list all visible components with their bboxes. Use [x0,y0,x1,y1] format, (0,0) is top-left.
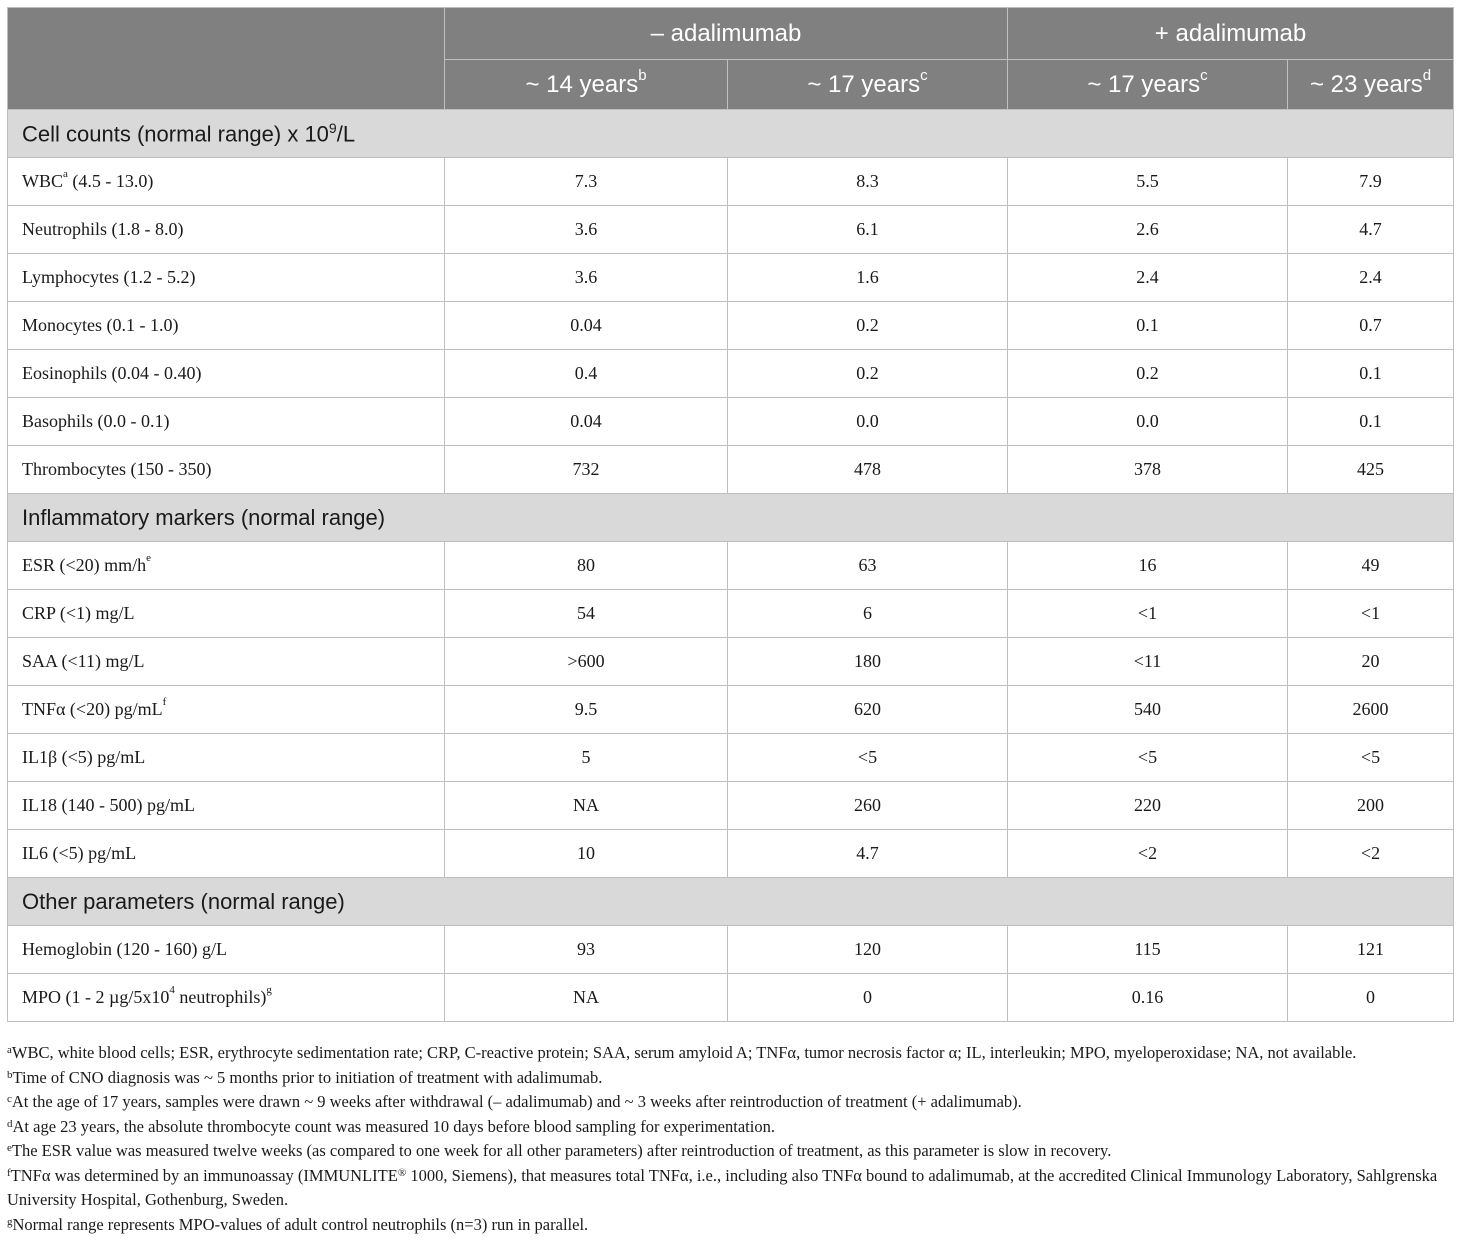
row-value: 16 [1008,542,1288,590]
row-value: 0 [728,974,1008,1022]
row-value: 220 [1008,782,1288,830]
row-value: 0.04 [445,302,728,350]
row-value: 9.5 [445,686,728,734]
row-value: 0.0 [728,398,1008,446]
footnotes [7,1041,1455,1237]
table-row [8,734,1454,782]
header-col-17y-minus: ~ 17 years$^c$ [728,60,1008,110]
row-value: 0.1 [1008,302,1288,350]
row-value: 120 [728,926,1008,974]
row-value: 0.1 [1288,398,1454,446]
row-value: <2 [1008,830,1288,878]
row-value: <1 [1008,590,1288,638]
row-value: 8.3 [728,158,1008,206]
row-value: 54 [445,590,728,638]
row-value: 4.7 [728,830,1008,878]
row-label: MPO (1 - 2 $\mu g/5x10^4$ neutrophils)$^g$ [8,974,445,1022]
row-label: CRP (<1) mg/L [8,590,445,638]
header-group-minus: – adalimumab [445,8,1008,60]
row-label: TNFα (<20) $pg/mL^f$ [8,686,445,734]
row-value: <1 [1288,590,1454,638]
table-row [8,974,1454,1022]
table-row [8,830,1454,878]
section-title: Inflammatory markers (normal range) [8,494,1454,542]
row-value: 80 [445,542,728,590]
row-value: 6 [728,590,1008,638]
row-value: <5 [728,734,1008,782]
row-value: 1.6 [728,254,1008,302]
row-label: Neutrophils (1.8 - 8.0) [8,206,445,254]
row-value: 200 [1288,782,1454,830]
table-wrapper [7,7,1453,1022]
section-other-parameters [8,878,1454,926]
row-label: Eosinophils (0.04 - 0.40) [8,350,445,398]
row-value: 6.1 [728,206,1008,254]
row-value: 620 [728,686,1008,734]
table-body [8,110,1454,1022]
section-cell-counts [8,110,1454,158]
row-value: NA [445,974,728,1022]
header-col-14y: ~ 14 years$^b$ [445,60,728,110]
row-value: 3.6 [445,254,728,302]
row-value: 10 [445,830,728,878]
row-value: 0.04 [445,398,728,446]
row-value: <5 [1288,734,1454,782]
row-value: 2.6 [1008,206,1288,254]
table-header [8,8,1454,110]
footnote: $^a$WBC, white blood cells; ESR, erythrocyte sedimentation rate; CRP, C-reactive protein; SAA, serum amyloid A; TNFα, tumor necrosis factor α; IL, interleukin; MPO, myeloperoxidase; NA, not available. [7,1043,1357,1062]
row-value: 0.2 [1008,350,1288,398]
row-value: 0.7 [1288,302,1454,350]
row-value: 2600 [1288,686,1454,734]
table-row [8,782,1454,830]
row-value: 260 [728,782,1008,830]
section-title: Other parameters (normal range) [8,878,1454,926]
row-value: 0 [1288,974,1454,1022]
section-inflammatory-markers [8,494,1454,542]
row-value: 0.4 [445,350,728,398]
table-row [8,542,1454,590]
row-value: 49 [1288,542,1454,590]
row-value: 5.5 [1008,158,1288,206]
row-value: >600 [445,638,728,686]
row-value: 0.16 [1008,974,1288,1022]
header-group-plus: + adalimumab [1008,8,1454,60]
table-row [8,638,1454,686]
footnote: $^g$Normal range represents MPO-values of adult control neutrophils (n=3) run in parallel. [7,1214,589,1234]
footnote: $^f$TNFα was determined by an immunoassay (IMMUNLITE® 1000, Siemens), that measures total TNFα, i.e., including also TNFα bound to adalimumab, at the accredited Clinical Immunology Laboratory, Sahlgrenska University Hospital, Gothenburg, Sweden. [7,1165,1438,1209]
row-value: <5 [1008,734,1288,782]
row-value: 5 [445,734,728,782]
row-label: Monocytes (0.1 - 1.0) [8,302,445,350]
row-label: Hemoglobin (120 - 160) g/L [8,926,445,974]
row-value: 0.0 [1008,398,1288,446]
row-value: 7.9 [1288,158,1454,206]
row-label: ESR (<20) $mm/h^e$ [8,542,445,590]
row-value: 180 [728,638,1008,686]
footnote: $^b$Time of CNO diagnosis was ~ 5 months prior to initiation of treatment with adalimumab. [7,1067,603,1087]
row-value: 478 [728,446,1008,494]
row-value: <11 [1008,638,1288,686]
header-col-17y-plus: ~ 17 years$^c$ [1008,60,1288,110]
header-col-23y: ~ 23 years$^d$ [1288,60,1454,110]
row-value: 0.1 [1288,350,1454,398]
lab-results-table [7,7,1454,1022]
row-value: 2.4 [1008,254,1288,302]
table-row [8,302,1454,350]
table-row [8,254,1454,302]
row-label: IL6 (<5) pg/mL [8,830,445,878]
table-row [8,446,1454,494]
row-value: <2 [1288,830,1454,878]
row-value: 2.4 [1288,254,1454,302]
header-corner-cell [8,8,445,110]
footnote: $^d$At age 23 years, the absolute thrombocyte count was measured 10 days before blood sampling for experimentation. [7,1116,775,1136]
table-row [8,686,1454,734]
row-label: Lymphocytes (1.2 - 5.2) [8,254,445,302]
row-label: IL18 (140 - 500) pg/mL [8,782,445,830]
row-value: 121 [1288,926,1454,974]
row-label: Basophils (0.0 - 0.1) [8,398,445,446]
footnote: $^e$The ESR value was measured twelve weeks (as compared to one week for all other parameters) after reintroduction of treatment, as this parameter is slow in recovery. [7,1141,1112,1160]
table-row [8,398,1454,446]
section-title: Cell counts (normal range) x $10^9/L$ [8,110,1454,158]
row-label: IL1β (<5) pg/mL [8,734,445,782]
row-value: 3.6 [445,206,728,254]
row-value: NA [445,782,728,830]
row-value: 378 [1008,446,1288,494]
table-row [8,206,1454,254]
row-value: 0.2 [728,302,1008,350]
row-value: 732 [445,446,728,494]
row-label: Thrombocytes (150 - 350) [8,446,445,494]
table-row [8,590,1454,638]
row-value: 0.2 [728,350,1008,398]
footnote: $^c$At the age of 17 years, samples were drawn ~ 9 weeks after withdrawal (– adalimumab) and ~ 3 weeks after reintroduction of treatment (+ adalimumab). [7,1092,1022,1111]
row-value: 4.7 [1288,206,1454,254]
row-value: 425 [1288,446,1454,494]
row-value: 115 [1008,926,1288,974]
table-row [8,350,1454,398]
table-row [8,926,1454,974]
row-value: 7.3 [445,158,728,206]
row-label: WBC$^a$ (4.5 - 13.0) [8,158,445,206]
row-label: SAA (<11) mg/L [8,638,445,686]
row-value: 540 [1008,686,1288,734]
row-value: 63 [728,542,1008,590]
table-row [8,158,1454,206]
row-value: 93 [445,926,728,974]
row-value: 20 [1288,638,1454,686]
